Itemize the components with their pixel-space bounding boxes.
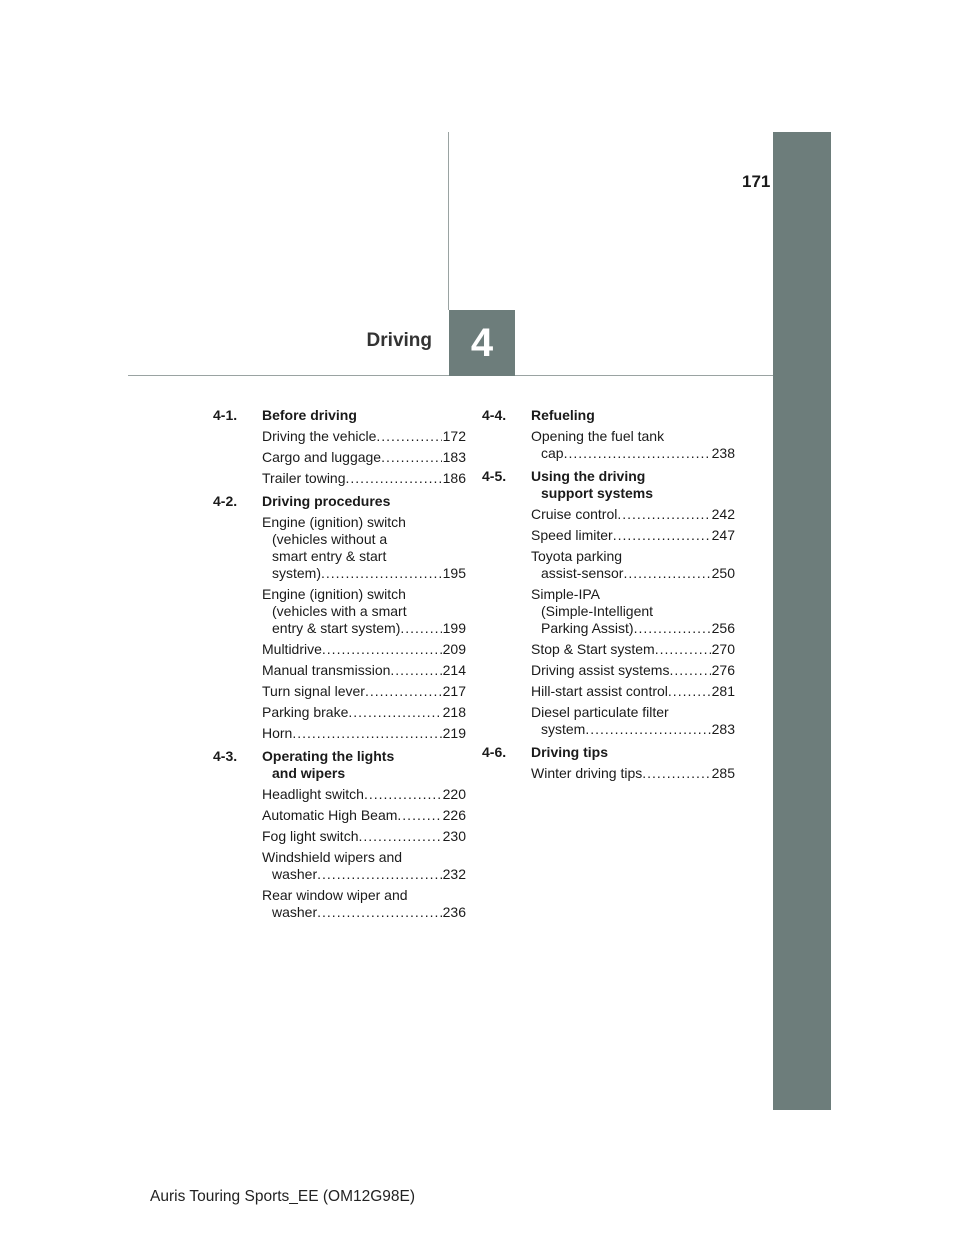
leader-dots: [376, 428, 441, 445]
entry-text: Turn signal lever: [262, 683, 365, 699]
entry-page-number: 276: [711, 662, 735, 678]
chapter-title: Driving: [366, 330, 432, 351]
section-number: 4-4.: [482, 407, 507, 423]
toc-section: [201, 748, 466, 921]
chapter-number-box: 4: [449, 310, 515, 376]
entry-text: washer: [272, 904, 318, 920]
entry-page-number: 214: [442, 662, 466, 678]
leader-dots: [617, 506, 710, 523]
leader-dots: [642, 765, 710, 782]
entry-text: Cargo and luggage: [262, 449, 382, 465]
entry-page-number: 209: [442, 641, 466, 657]
leader-dots: [364, 786, 442, 803]
leader-dots: [381, 449, 442, 466]
toc-entry[interactable]: [531, 765, 735, 782]
section-title: Driving tips: [531, 744, 609, 760]
entry-page-number: 199: [442, 620, 466, 636]
leader-dots: [390, 662, 441, 679]
entry-page-number: 236: [442, 904, 466, 920]
entry-text: entry & start system): [272, 620, 401, 636]
entry-page-number: 219: [442, 725, 466, 741]
toc-entry[interactable]: [262, 683, 466, 700]
entry-text: Speed limiter: [531, 527, 613, 543]
entry-text: Horn: [262, 725, 293, 741]
entry-text: Opening the fuel tank: [531, 428, 665, 444]
section-number: 4-1.: [213, 407, 238, 423]
toc-entry[interactable]: [262, 449, 466, 466]
section-title: Driving procedures: [262, 493, 391, 509]
entry-text: Simple-IPA: [531, 586, 600, 602]
entry-text: system: [541, 721, 586, 737]
entry-page-number: 226: [442, 807, 466, 823]
entry-page-number: 172: [442, 428, 466, 444]
leader-dots: [623, 565, 710, 582]
toc-entry[interactable]: [531, 506, 735, 523]
toc-entry[interactable]: [262, 704, 466, 721]
entry-page-number: 256: [711, 620, 735, 636]
section-title: Before driving: [262, 407, 357, 423]
toc-section: [201, 493, 466, 742]
entry-text: Trailer towing: [262, 470, 346, 486]
toc-entry[interactable]: [262, 887, 466, 921]
leader-dots: [400, 620, 441, 637]
toc-entry[interactable]: [262, 470, 466, 487]
chapter-side-tab: [773, 132, 831, 1110]
leader-dots: [346, 470, 442, 487]
entry-text: Driving the vehicle: [262, 428, 377, 444]
toc-entry[interactable]: [262, 641, 466, 658]
entry-page-number: 218: [442, 704, 466, 720]
entry-page-number: 247: [711, 527, 735, 543]
entry-page-number: 186: [442, 470, 466, 486]
entry-page-number: 220: [442, 786, 466, 802]
entry-text: washer: [272, 866, 318, 882]
entry-text: assist-sensor: [541, 565, 624, 581]
toc-entry[interactable]: [531, 527, 735, 544]
entry-text: (vehicles without a: [272, 531, 388, 547]
toc-entry[interactable]: [531, 662, 735, 679]
page-number: 171: [742, 172, 771, 191]
entry-text: Manual transmission: [262, 662, 391, 678]
toc-entry[interactable]: [531, 641, 735, 658]
leader-dots: [655, 641, 711, 658]
toc-entry[interactable]: [262, 849, 466, 883]
entry-page-number: 232: [442, 866, 466, 882]
entry-page-number: 270: [711, 641, 735, 657]
entry-text: smart entry & start: [272, 548, 387, 564]
section-title: Refueling: [531, 407, 595, 423]
entry-page-number: 250: [711, 565, 735, 581]
toc-entry[interactable]: [531, 586, 735, 637]
entry-page-number: 285: [711, 765, 735, 781]
entry-text: Parking brake: [262, 704, 349, 720]
leader-dots: [669, 662, 710, 679]
entry-text: (vehicles with a smart: [272, 603, 407, 619]
entry-text: Rear window wiper and: [262, 887, 408, 903]
entry-text: system): [272, 565, 321, 581]
section-title: Using the driving support systems: [531, 468, 654, 501]
entry-page-number: 281: [711, 683, 735, 699]
leader-dots: [317, 866, 442, 883]
leader-dots: [348, 704, 441, 721]
entry-text: Fog light switch: [262, 828, 359, 844]
entry-text: (Simple-Intelligent: [541, 603, 654, 619]
entry-text: Multidrive: [262, 641, 322, 657]
toc-section: [201, 407, 466, 487]
toc-entry[interactable]: [262, 807, 466, 824]
toc-section: [470, 744, 735, 782]
entry-page-number: 217: [442, 683, 466, 699]
entry-text: Driving assist systems: [531, 662, 670, 678]
toc-entry[interactable]: [531, 704, 735, 738]
toc-section: [470, 407, 735, 462]
leader-dots: [292, 725, 441, 742]
toc-entry[interactable]: [262, 786, 466, 803]
leader-dots: [634, 620, 711, 637]
toc-entry[interactable]: [262, 428, 466, 445]
section-number: 4-3.: [213, 748, 238, 764]
leader-dots: [322, 641, 442, 658]
section-number: 4-6.: [482, 744, 507, 760]
entry-page-number: 230: [442, 828, 466, 844]
leader-dots: [585, 721, 710, 738]
entry-text: Engine (ignition) switch: [262, 514, 406, 530]
entry-text: Toyota parking: [531, 548, 623, 564]
entry-text: Headlight switch: [262, 786, 364, 802]
toc-column-right: [470, 407, 735, 786]
entry-text: Winter driving tips: [531, 765, 643, 781]
entry-page-number: 283: [711, 721, 735, 737]
entry-text: Engine (ignition) switch: [262, 586, 406, 602]
entry-page-number: 242: [711, 506, 735, 522]
toc-entry[interactable]: [262, 828, 466, 845]
leader-dots: [668, 683, 711, 700]
entry-text: Stop & Start system: [531, 641, 655, 657]
toc-entry[interactable]: [531, 428, 735, 462]
toc-entry[interactable]: [531, 548, 735, 582]
toc-entry[interactable]: [262, 586, 466, 637]
leader-dots: [321, 565, 442, 582]
section-number: 4-5.: [482, 468, 507, 484]
section-number: 4-2.: [213, 493, 238, 509]
leader-dots: [365, 683, 442, 700]
toc-entry[interactable]: [531, 683, 735, 700]
toc-section: [470, 468, 735, 738]
entry-text: Parking Assist): [541, 620, 634, 636]
leader-dots: [397, 807, 441, 824]
footer-model-code: Auris Touring Sports_EE (OM12G98E): [150, 1188, 416, 1205]
entry-text: Diesel particulate filter: [531, 704, 669, 720]
entry-page-number: 195: [442, 565, 466, 581]
leader-dots: [358, 828, 441, 845]
entry-page-number: 183: [442, 449, 466, 465]
leader-dots: [613, 527, 711, 544]
section-title: Operating the lights and wipers: [262, 748, 395, 781]
toc-entry[interactable]: [262, 725, 466, 742]
entry-text: Windshield wipers and: [262, 849, 403, 865]
toc-entry[interactable]: [262, 662, 466, 679]
leader-dots: [564, 445, 711, 462]
entry-text: Cruise control: [531, 506, 618, 522]
vertical-divider: [448, 132, 449, 310]
toc-column-left: [201, 407, 466, 925]
leader-dots: [317, 904, 442, 921]
entry-page-number: 238: [711, 445, 735, 461]
entry-text: Automatic High Beam: [262, 807, 398, 823]
entry-text: cap: [541, 445, 564, 461]
entry-text: Hill-start assist control: [531, 683, 668, 699]
toc-entry[interactable]: [262, 514, 466, 582]
